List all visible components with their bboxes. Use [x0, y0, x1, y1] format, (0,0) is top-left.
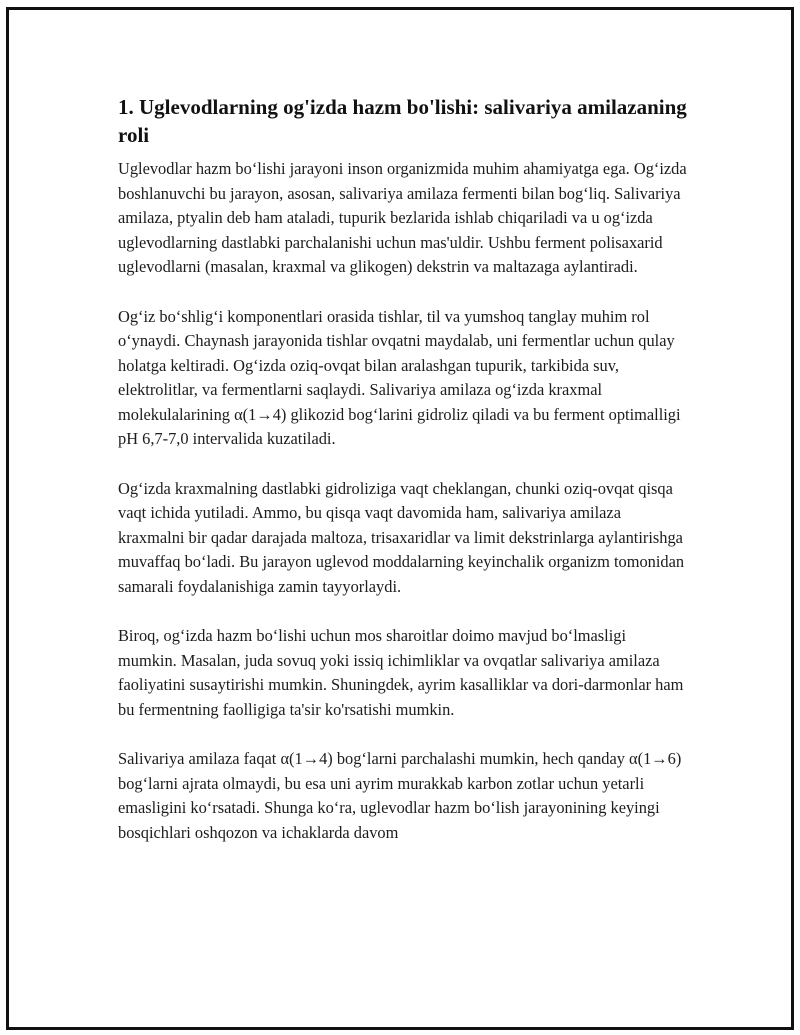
- paragraph-oral-cavity: Og‘iz bo‘shlig‘i komponentlari orasida tishlar, til va yumshoq tanglay muhim rol o‘ynaydi. Chaynash jarayonida tishlar ovqatni maydalab, uni fermentlar uchun qulay holatga keltiradi. Og‘izda oziq-ovqat bilan aralashgan tupurik, tarkibida suv, elektrolitlar, va fermentlarni saqlaydi. Salivariya amilaza og‘izda kraxmal molekulalarining α(1→4) glikozid bog‘larini gidroliz qiladi va bu ferment optimalligi pH 6,7-7,0 intervalida kuzatiladi.: [118, 306, 681, 448]
- paragraph-starch-hydrolysis: Og‘izda kraxmalning dastlabki gidroliziga vaqt cheklangan, chunki oziq-ovqat qisqa vaqt ichida yutiladi. Ammo, bu qisqa vaqt davomida ham, salivariya amilaza kraxmalni bir qadar darajada maltoza, trisaxaridlar va limit dekstrinlarga aylantirishga muvaffaq bo‘ladi. Bu jarayon uglevod moddalarning keyinchalik organizm tomonidan samarali foydalanishiga zamin tayyorlaydi.: [118, 478, 685, 596]
- section-heading: 1. Uglevodlarning og'izda hazm bo'lishi: salivariya amilazaning roli: [118, 95, 687, 147]
- paragraph-bond-specificity: Salivariya amilaza faqat α(1→4) bog‘larni parchalashi mumkin, hech qanday α(1→6) bog‘larni ajrata olmaydi, bu esa uni ayrim murakkab karbon zotlar uchun yetarli emasligini ko‘rsatadi. Shunga ko‘ra, uglevodlar hazm bo‘lish jarayonining keyingi bosqichlari oshqozon va ichaklarda davom: [118, 749, 682, 842]
- document-body: [118, 93, 688, 870]
- paragraph-intro: Uglevodlar hazm bo‘lishi jarayoni inson organizmida muhim ahamiyatga ega. Og‘izda boshlanuvchi bu jarayon, asosan, salivariya amilaza fermenti bilan bog‘liq. Salivariya amilaza, ptyalin deb ham ataladi, tupurik bezlarida ishlab chiqariladi va u og‘izda uglevodlarning dastlabki parchalanishi uchun mas'uldir. Ushbu ferment polisaxarid uglevodlarni (masalan, kraxmal va glikogen) dekstrin va maltazaga aylantiradi.: [118, 159, 687, 276]
- paragraph-conditions: Biroq, og‘izda hazm bo‘lishi uchun mos sharoitlar doimo mavjud bo‘lmasligi mumkin. Masalan, juda sovuq yoki issiq ichimliklar va ovqatlar salivariya amilaza faoliyatini susaytirishi mumkin. Shuningdek, ayrim kasalliklar va dori-darmonlar ham bu fermentning faolligiga ta'sir ko'rsatishi mumkin.: [118, 626, 684, 719]
